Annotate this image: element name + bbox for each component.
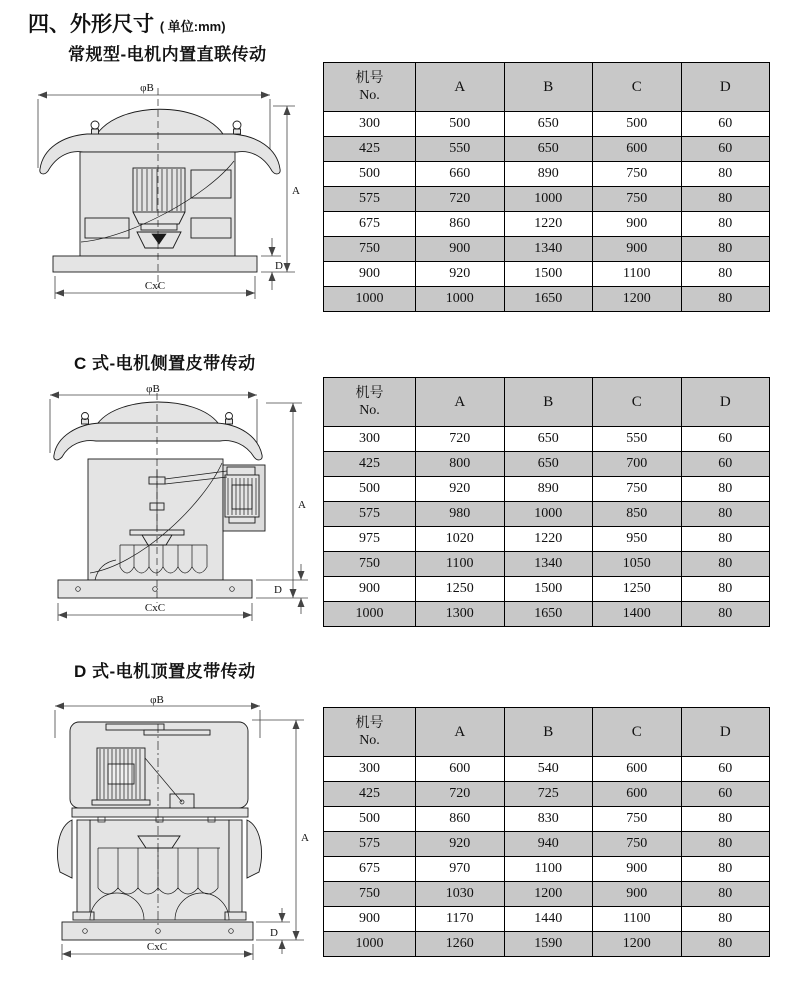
dimension-cell: 80 bbox=[681, 212, 770, 237]
dim-label-c: CxC bbox=[146, 941, 168, 953]
table-row bbox=[324, 882, 770, 907]
dimension-cell: 1340 bbox=[504, 237, 593, 262]
dimension-cell: 975 bbox=[324, 527, 416, 552]
dimension-cell: 1000 bbox=[416, 287, 505, 312]
dimension-cell: 950 bbox=[593, 527, 682, 552]
dimension-cell: 750 bbox=[593, 807, 682, 832]
dimension-cell: 900 bbox=[416, 237, 505, 262]
dimension-table-top-belt bbox=[323, 707, 770, 957]
dimension-cell: 850 bbox=[593, 502, 682, 527]
col-header-a: A bbox=[416, 708, 505, 757]
dimension-cell: 300 bbox=[324, 112, 416, 137]
fan-body bbox=[90, 820, 229, 920]
dimension-cell: 1050 bbox=[593, 552, 682, 577]
dimension-cell: 1000 bbox=[324, 932, 416, 957]
col-header-b: B bbox=[504, 63, 593, 112]
dimension-cell: 60 bbox=[681, 137, 770, 162]
dimension-cell: 80 bbox=[681, 502, 770, 527]
dimension-cell: 1000 bbox=[324, 287, 416, 312]
table-row bbox=[324, 287, 770, 312]
dimension-cell: 80 bbox=[681, 932, 770, 957]
col-header-b: B bbox=[504, 378, 593, 427]
dimension-cell: 900 bbox=[593, 237, 682, 262]
dim-label-c: CxC bbox=[144, 280, 166, 292]
dimension-cell: 1500 bbox=[504, 262, 593, 287]
dim-label-b: φB bbox=[150, 696, 164, 706]
dimension-cell: 575 bbox=[324, 502, 416, 527]
dimension-cell: 300 bbox=[324, 427, 416, 452]
dimension-cell: 920 bbox=[416, 832, 505, 857]
table-row bbox=[324, 602, 770, 627]
dimension-cell: 425 bbox=[324, 137, 416, 162]
dimension-cell: 1000 bbox=[324, 602, 416, 627]
dimension-cell: 970 bbox=[416, 857, 505, 882]
dim-label-a: A bbox=[298, 499, 306, 511]
dimension-cell: 80 bbox=[681, 907, 770, 932]
dimension-cell: 720 bbox=[416, 782, 505, 807]
dim-label-a: A bbox=[292, 185, 300, 197]
dimension-cell: 80 bbox=[681, 162, 770, 187]
dimension-cell: 60 bbox=[681, 452, 770, 477]
section-heading-direct-drive: 常规型-电机内置直联传动 bbox=[68, 45, 267, 64]
table-row bbox=[324, 552, 770, 577]
dome bbox=[97, 109, 223, 134]
dimension-cell: 60 bbox=[681, 782, 770, 807]
col-header-c: C bbox=[593, 378, 682, 427]
dimension-cell: 900 bbox=[324, 262, 416, 287]
dimension-cell: 1260 bbox=[416, 932, 505, 957]
dimension-cell: 1650 bbox=[504, 287, 593, 312]
dimension-cell: 500 bbox=[324, 807, 416, 832]
dimension-cell: 500 bbox=[324, 162, 416, 187]
dimension-cell: 550 bbox=[593, 427, 682, 452]
dimension-cell: 1440 bbox=[504, 907, 593, 932]
dimension-cell: 860 bbox=[416, 807, 505, 832]
dimension-cell: 1020 bbox=[416, 527, 505, 552]
dimension-cell: 650 bbox=[504, 452, 593, 477]
impeller-hub bbox=[138, 836, 180, 848]
fan-diagram-direct-drive bbox=[25, 76, 320, 318]
dimension-cell: 80 bbox=[681, 577, 770, 602]
dimension-cell: 1100 bbox=[593, 907, 682, 932]
section-heading-top-belt: D 式-电机顶置皮带传动 bbox=[74, 662, 256, 681]
dimension-cell: 1100 bbox=[504, 857, 593, 882]
rain-cap bbox=[54, 423, 262, 460]
dimension-cell: 890 bbox=[504, 162, 593, 187]
dimension-cell: 720 bbox=[416, 187, 505, 212]
dimension-cell: 1590 bbox=[504, 932, 593, 957]
dimension-cell: 80 bbox=[681, 187, 770, 212]
dimension-cell: 60 bbox=[681, 112, 770, 137]
section-heading-side-belt: C 式-电机侧置皮带传动 bbox=[74, 354, 256, 373]
table-row bbox=[324, 782, 770, 807]
dimension-cell: 900 bbox=[593, 882, 682, 907]
dimension-cell: 980 bbox=[416, 502, 505, 527]
dimension-cell: 920 bbox=[416, 262, 505, 287]
dimension-cell: 550 bbox=[416, 137, 505, 162]
dimension-cell: 1220 bbox=[504, 212, 593, 237]
base-plate bbox=[58, 580, 252, 598]
table-row bbox=[324, 452, 770, 477]
dim-label-c: CxC bbox=[144, 602, 166, 614]
table-row bbox=[324, 807, 770, 832]
dimension-cell: 80 bbox=[681, 552, 770, 577]
dimension-cell: 1200 bbox=[593, 287, 682, 312]
dimension-cell: 80 bbox=[681, 262, 770, 287]
table-row bbox=[324, 137, 770, 162]
dim-label-d: D bbox=[274, 584, 282, 596]
dimension-cell: 500 bbox=[416, 112, 505, 137]
dimension-cell: 1100 bbox=[593, 262, 682, 287]
dimension-cell: 80 bbox=[681, 807, 770, 832]
dimension-cell: 1100 bbox=[416, 552, 505, 577]
table-row bbox=[324, 162, 770, 187]
col-header-c: C bbox=[593, 63, 682, 112]
fan-diagram-side-belt bbox=[20, 383, 320, 633]
dimension-cell: 1300 bbox=[416, 602, 505, 627]
dimension-cell: 1000 bbox=[504, 187, 593, 212]
table-row bbox=[324, 907, 770, 932]
dimension-cell: 920 bbox=[416, 477, 505, 502]
dimension-cell: 540 bbox=[504, 757, 593, 782]
dimension-cell: 1340 bbox=[504, 552, 593, 577]
dimension-cell: 600 bbox=[593, 782, 682, 807]
dimension-cell: 940 bbox=[504, 832, 593, 857]
unit-note: ( 单位:mm) bbox=[159, 19, 226, 34]
dimension-cell: 500 bbox=[593, 112, 682, 137]
dimension-cell: 1200 bbox=[504, 882, 593, 907]
header-row bbox=[324, 378, 770, 427]
dome bbox=[98, 402, 218, 423]
right-wing bbox=[247, 820, 262, 878]
dimension-cell: 1000 bbox=[504, 502, 593, 527]
dimension-cell: 750 bbox=[324, 882, 416, 907]
col-header-d: D bbox=[681, 63, 770, 112]
dim-label-b: φB bbox=[146, 383, 160, 395]
dimension-cell: 1400 bbox=[593, 602, 682, 627]
table-row bbox=[324, 187, 770, 212]
table-row bbox=[324, 757, 770, 782]
dimension-cell: 425 bbox=[324, 782, 416, 807]
dimension-cell: 1220 bbox=[504, 527, 593, 552]
dimension-cell: 660 bbox=[416, 162, 505, 187]
col-header-no: 机号 No. bbox=[324, 708, 416, 757]
table-row bbox=[324, 527, 770, 552]
table-row bbox=[324, 857, 770, 882]
dimension-cell: 1250 bbox=[416, 577, 505, 602]
dimension-cell: 80 bbox=[681, 832, 770, 857]
dim-label-d: D bbox=[275, 260, 283, 272]
dimension-cell: 425 bbox=[324, 452, 416, 477]
col-header-a: A bbox=[416, 378, 505, 427]
table-row bbox=[324, 427, 770, 452]
left-wing bbox=[57, 820, 72, 878]
dimension-cell: 600 bbox=[593, 757, 682, 782]
table-row bbox=[324, 932, 770, 957]
dimension-cell: 900 bbox=[324, 577, 416, 602]
table-row bbox=[324, 477, 770, 502]
dimension-cell: 1650 bbox=[504, 602, 593, 627]
page-title bbox=[28, 8, 226, 38]
base-plate bbox=[53, 256, 257, 272]
dimension-cell: 1250 bbox=[593, 577, 682, 602]
col-header-d: D bbox=[681, 378, 770, 427]
fan-diagram-top-belt bbox=[20, 696, 320, 966]
dimension-cell: 750 bbox=[593, 477, 682, 502]
dimension-cell: 700 bbox=[593, 452, 682, 477]
dimension-cell: 830 bbox=[504, 807, 593, 832]
dimension-cell: 675 bbox=[324, 212, 416, 237]
dimension-cell: 750 bbox=[593, 832, 682, 857]
dimension-cell: 80 bbox=[681, 237, 770, 262]
dimension-cell: 750 bbox=[593, 162, 682, 187]
col-header-c: C bbox=[593, 708, 682, 757]
dimension-cell: 650 bbox=[504, 112, 593, 137]
dimension-cell: 750 bbox=[324, 552, 416, 577]
table-row bbox=[324, 212, 770, 237]
dimension-cell: 860 bbox=[416, 212, 505, 237]
col-header-no: 机号 No. bbox=[324, 63, 416, 112]
dimension-cell: 575 bbox=[324, 832, 416, 857]
dimension-cell: 80 bbox=[681, 477, 770, 502]
dimension-cell: 500 bbox=[324, 477, 416, 502]
dimension-cell: 890 bbox=[504, 477, 593, 502]
dimension-cell: 300 bbox=[324, 757, 416, 782]
dimension-cell: 80 bbox=[681, 287, 770, 312]
dimension-cell: 900 bbox=[593, 212, 682, 237]
dimension-cell: 60 bbox=[681, 757, 770, 782]
dimension-cell: 900 bbox=[324, 907, 416, 932]
dimension-cell: 1170 bbox=[416, 907, 505, 932]
dimension-cell: 650 bbox=[504, 137, 593, 162]
dim-label-b: φB bbox=[140, 82, 154, 94]
dimension-cell: 1200 bbox=[593, 932, 682, 957]
dimension-cell: 675 bbox=[324, 857, 416, 882]
dimension-cell: 600 bbox=[416, 757, 505, 782]
dimension-cell: 80 bbox=[681, 527, 770, 552]
dimension-cell: 575 bbox=[324, 187, 416, 212]
housing-flange bbox=[72, 808, 248, 817]
base-plate bbox=[62, 922, 253, 940]
header-row bbox=[324, 63, 770, 112]
dimension-cell: 1500 bbox=[504, 577, 593, 602]
table-row bbox=[324, 502, 770, 527]
table-row bbox=[324, 112, 770, 137]
dimension-cell: 900 bbox=[593, 857, 682, 882]
dimension-cell: 600 bbox=[593, 137, 682, 162]
table-row bbox=[324, 237, 770, 262]
dimension-cell: 80 bbox=[681, 857, 770, 882]
col-header-d: D bbox=[681, 708, 770, 757]
dimension-cell: 750 bbox=[593, 187, 682, 212]
dimension-cell: 725 bbox=[504, 782, 593, 807]
dimension-cell: 80 bbox=[681, 602, 770, 627]
table-row bbox=[324, 832, 770, 857]
table-row bbox=[324, 577, 770, 602]
col-header-b: B bbox=[504, 708, 593, 757]
col-header-no: 机号 No. bbox=[324, 378, 416, 427]
dimension-cell: 800 bbox=[416, 452, 505, 477]
dimension-cell: 1030 bbox=[416, 882, 505, 907]
dimension-cell: 750 bbox=[324, 237, 416, 262]
table-row bbox=[324, 262, 770, 287]
dimension-table-side-belt bbox=[323, 377, 770, 627]
dimension-cell: 720 bbox=[416, 427, 505, 452]
dimension-cell: 60 bbox=[681, 427, 770, 452]
dim-label-d: D bbox=[270, 927, 278, 939]
header-row bbox=[324, 708, 770, 757]
dimension-table-direct-drive bbox=[323, 62, 770, 312]
dim-label-a: A bbox=[301, 832, 309, 844]
dimension-cell: 650 bbox=[504, 427, 593, 452]
dimension-cell: 80 bbox=[681, 882, 770, 907]
col-header-a: A bbox=[416, 63, 505, 112]
page-title-text: 四、外形尺寸 bbox=[28, 13, 154, 36]
